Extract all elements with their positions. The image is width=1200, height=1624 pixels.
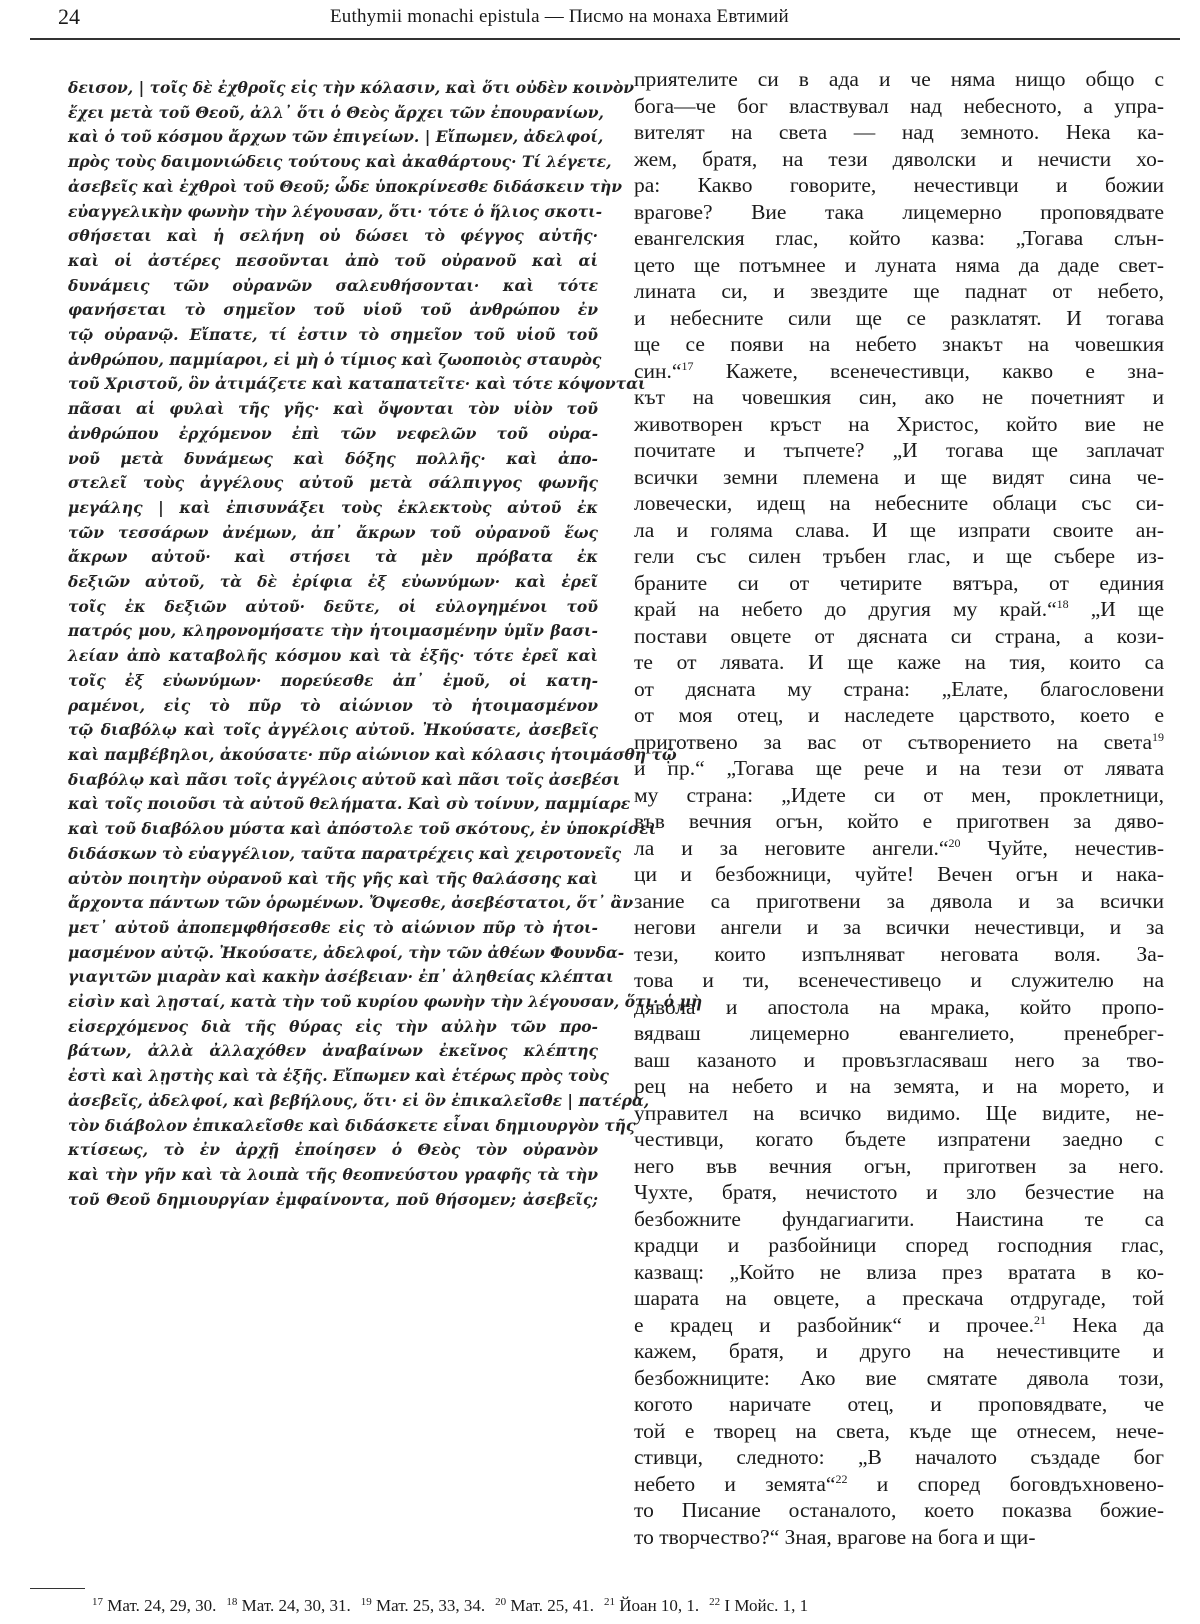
greek-line: γιαγιτῶν μιαρὰν καὶ κακὴν ἀσέβειαν· ἐπ᾽ ἀληθείας κλέπται bbox=[68, 967, 614, 987]
footnote-marker[interactable]: 19 bbox=[1152, 729, 1164, 744]
header-rule bbox=[30, 38, 1180, 40]
greek-line: τοῖς ἐκ δεξιῶν αὐτοῦ· δεῦτε, οἱ εὐλογημένοι τοῦ bbox=[68, 596, 598, 616]
bulgarian-line bbox=[634, 808, 1164, 835]
bulgarian-line bbox=[634, 967, 1164, 994]
greek-line: κτίσεως, τὸ ἐν ἀρχῇ ἐποίησεν ὁ Θεὸς τὸν οὐρανὸν bbox=[68, 1140, 598, 1160]
greek-line: πρὸς τοὺς δαιμονιώδεις τούτους καὶ ἀκαθάρτους· Τί λέγετε, bbox=[68, 152, 612, 172]
bulgarian-line bbox=[634, 1391, 1164, 1418]
bulgarian-line bbox=[634, 1259, 1164, 1286]
bulgarian-line bbox=[634, 835, 1164, 862]
line-text: е крадец и разбойник“ и прочее. bbox=[634, 1312, 1034, 1337]
line-text: ла и за неговите ангели.“ bbox=[634, 835, 949, 860]
running-title: Euthymii monachi epistula — Писмо на монаха Евтимий bbox=[330, 6, 789, 27]
greek-line: ἔχει μετὰ τοῦ Θεοῦ, ἀλλ᾽ ὅτι ὁ Θεὸς ἄρχει τῶν ἐπουρανίων, bbox=[68, 102, 604, 122]
footnote-reference: I Мойс. 1, 1 bbox=[724, 1596, 809, 1615]
line-text: честивци, когато бъдете изпратени заедно с bbox=[634, 1127, 1164, 1151]
line-text-rest: Чуйте, нечестив- bbox=[960, 835, 1164, 860]
line-text: кажем, братя, и друго на нечестивците и bbox=[634, 1339, 1164, 1363]
line-text: лината си, и звездите ще паднат от небето, bbox=[634, 279, 1164, 303]
greek-line: φανήσεται τὸ σημεῖον τοῦ υἱοῦ τοῦ ἀνθρώπου ἐν bbox=[68, 300, 598, 320]
bulgarian-line bbox=[634, 914, 1164, 941]
bulgarian-line bbox=[634, 1179, 1164, 1206]
greek-line: ἄρχοντα πάντων τῶν ὁρωμένων. Ὄψεσθε, ἀσεβέστατοι, ὅτ᾽ ἂν bbox=[68, 893, 634, 913]
bulgarian-line bbox=[634, 1497, 1164, 1524]
line-text: цето ще потъмнее и луната няма да даде свет- bbox=[634, 252, 1164, 277]
line-text-rest: Кажете, всенечестивци, какво е зна- bbox=[693, 358, 1164, 383]
bulgarian-line bbox=[634, 517, 1164, 544]
greek-line: μεγάλης | καὶ ἐπισυνάξει τοὺς ἐκλεκτοὺς αὐτοῦ ἐκ bbox=[68, 497, 598, 517]
footnote-number: 21 bbox=[604, 1596, 615, 1608]
line-text: вителят на света — над земното. Нека ка- bbox=[634, 120, 1164, 144]
footnote-reference: Мат. 25, 41. bbox=[510, 1596, 594, 1615]
bulgarian-line bbox=[634, 1312, 1164, 1339]
line-text-rest: Нека да bbox=[1045, 1312, 1164, 1337]
greek-line: εὐαγγελικὴν φωνὴν τὴν λέγουσαν, ὅτι· τότε ὁ ἥλιος σκοτι- bbox=[68, 201, 603, 221]
footnote-marker[interactable]: 17 bbox=[681, 358, 694, 373]
footnote-number: 18 bbox=[226, 1596, 238, 1608]
footnote-number: 20 bbox=[495, 1596, 507, 1608]
line-text: почитате и тъпчете? „И тогава ще заплачат bbox=[634, 438, 1164, 462]
footnote-rule bbox=[30, 1588, 85, 1589]
greek-line: ἄκρων αὐτοῦ· καὶ στήσει τὰ μὲν πρόβατα ἐκ bbox=[68, 547, 598, 567]
line-text: безбожниците: Ако вие смятате дявола този, bbox=[634, 1365, 1164, 1390]
line-text: всички земни племена и ще видят сина че- bbox=[634, 464, 1164, 489]
bulgarian-line bbox=[634, 570, 1164, 597]
bulgarian-line bbox=[634, 1100, 1164, 1127]
bulgarian-line bbox=[634, 1047, 1164, 1074]
line-text: то Писание останалото, което показва божие- bbox=[634, 1498, 1164, 1522]
greek-line: δεξιῶν αὐτοῦ, τὰ δὲ ἐρίφια ἐξ εὐωνύμων· καὶ ἐρεῖ bbox=[68, 572, 598, 592]
line-text: и небесните сили ще се разклатят. И тогава bbox=[634, 305, 1164, 330]
greek-line: τοῦ Χριστοῦ, ὃν ἀτιμάζετε καὶ καταπατεῖτε· καὶ τότε κόψονται bbox=[68, 374, 646, 394]
bulgarian-line bbox=[634, 1365, 1164, 1392]
bulgarian-line bbox=[634, 941, 1164, 968]
greek-line: στελεῖ τοὺς ἀγγέλους αὐτοῦ μετὰ σάλπιγγος φωνῆς bbox=[68, 473, 598, 493]
footnotes bbox=[92, 1596, 818, 1616]
line-text: от дясната му страна: „Елате, благословени bbox=[634, 676, 1164, 701]
line-text: от моя отец, и наследете царството, което е bbox=[634, 703, 1164, 727]
greek-line: ἀνθρώπου, παμμίαροι, εἰ μὴ ὁ τίμιος καὶ ζωοποιὸς σταυρὸς bbox=[68, 349, 602, 369]
greek-line: τῷ οὐρανῷ. Εἴπατε, τί ἐστιν τὸ σημεῖον τοῦ υἱοῦ τοῦ bbox=[68, 325, 598, 345]
line-text: ла и голяма слава. И ще изпрати своите ан- bbox=[634, 517, 1164, 542]
bulgarian-line bbox=[634, 199, 1164, 226]
bulgarian-line bbox=[634, 888, 1164, 915]
line-text: негови ангели и за всички нечестивци, и за bbox=[634, 915, 1164, 939]
line-text: във вечния огън, който е приготвен за дяво- bbox=[634, 809, 1164, 833]
bulgarian-line bbox=[634, 1232, 1164, 1259]
bulgarian-line bbox=[634, 225, 1164, 252]
greek-line: τῷ διαβόλῳ καὶ τοῖς ἀγγέλοις αὐτοῦ. Ἠκούσατε, ἀσεβεῖς bbox=[68, 720, 598, 740]
bulgarian-line bbox=[634, 93, 1164, 120]
greek-line: εἰσερχόμενος διὰ τῆς θύρας εἰς τὴν αὐλὴν τῶν προ- bbox=[68, 1016, 598, 1036]
bulgarian-line bbox=[634, 1418, 1164, 1445]
line-text: управител на всичко видимо. Ще видите, не- bbox=[634, 1100, 1164, 1125]
greek-line: καὶ παμβέβηλοι, ἀκούσατε· πῦρ αἰώνιον καὶ κόλασις ἡτοιμάσθη τῷ bbox=[68, 744, 677, 764]
line-text: и пр.“ „Тогава ще рече и на тези от лявата bbox=[634, 756, 1164, 780]
bulgarian-line bbox=[634, 649, 1164, 676]
greek-line: καὶ ὁ τοῦ κόσμου ἄρχων τῶν ἐπιγείων. | Εἴπωμεν, ἀδελφοί, bbox=[68, 127, 604, 147]
page-number: 24 bbox=[58, 4, 80, 29]
footnote bbox=[604, 1596, 699, 1615]
line-text: край на небето до другия му край.“ bbox=[634, 597, 1057, 621]
bulgarian-line bbox=[634, 490, 1164, 517]
line-text: му страна: „Идете си от мен, проклетници, bbox=[634, 782, 1164, 807]
greek-line: εἰσὶν καὶ λῃσταί, κατὰ τὴν τοῦ κυρίου φωνὴν τὴν λέγουσαν, ὅτι· ὁ μὴ bbox=[68, 992, 703, 1012]
line-text: жем, братя, на тези дяволски и нечисти хо- bbox=[634, 146, 1164, 171]
footnote bbox=[361, 1596, 485, 1615]
greek-line: τὸν διάβολον ἐπικαλεῖσθε καὶ διδάσκετε εἶναι δημιουργὸν τῆς bbox=[68, 1115, 636, 1135]
footnote-reference: Мат. 24, 30, 31. bbox=[241, 1596, 351, 1615]
greek-line: τοῖς ἐξ εὐωνύμων· πορεύεσθε ἀπ᾽ ἐμοῦ, οἱ κατη- bbox=[68, 670, 598, 690]
greek-line: δεισον, | τοῖς δὲ ἐχθροῖς εἰς τὴν κόλασιν, καὶ ὅτι οὐδὲν κοινὸν bbox=[68, 78, 635, 97]
bulgarian-line bbox=[634, 1073, 1164, 1100]
bulgarian-line bbox=[634, 596, 1164, 623]
line-text: те от лявата. И ще каже на тия, които са bbox=[634, 650, 1164, 674]
greek-line: διδάσκων τὸ εὐαγγέλιον, ταῦτα παρατρέχεις καὶ χειροτονεῖς bbox=[68, 843, 622, 863]
greek-line: καὶ τοῦ διαβόλου μύστα καὶ ἀπόστολε τοῦ σκότους, ἐν ὑποκρίσει bbox=[68, 819, 657, 839]
footnote bbox=[709, 1596, 808, 1615]
line-text: ваш казаното и провъзгласяваш него за тво- bbox=[634, 1047, 1164, 1072]
line-text: врагове? Вие така лицемерно проповядвате bbox=[634, 199, 1164, 224]
footnote bbox=[92, 1596, 216, 1615]
line-text: браните си от четирите вятъра, от единия bbox=[634, 570, 1164, 595]
bulgarian-line bbox=[634, 146, 1164, 173]
line-text: ловечески, идещ на небесните облаци със си- bbox=[634, 491, 1164, 515]
greek-line: νοῦ μετὰ δυνάμεως καὶ δόξης πολλῆς· καὶ ἀπο- bbox=[68, 448, 598, 468]
line-text: дявола и апостола на мрака, който пропо- bbox=[634, 994, 1164, 1019]
greek-line: μετ᾽ αὐτοῦ ἀποπεμφθήσεσθε εἰς τὸ αἰώνιον πῦρ τὸ ἡτοι- bbox=[68, 917, 598, 937]
greek-line: ραμένοι, εἰς τὸ πῦρ τὸ αἰώνιον τὸ ἡτοιμασμένον bbox=[68, 695, 598, 715]
greek-line: πατρός μου, κληρονομήσατε τὴν ἡτοιμασμένην ὑμῖν βασι- bbox=[68, 621, 598, 641]
bulgarian-line bbox=[634, 782, 1164, 809]
footnote-marker[interactable]: 22 bbox=[835, 1471, 848, 1486]
bulgarian-line bbox=[634, 278, 1164, 305]
footnote-number: 17 bbox=[92, 1596, 103, 1608]
greek-line: διαβόλῳ καὶ πᾶσι τοῖς ἀγγέλοις αὐτοῦ καὶ πᾶσι τοῖς ἀσεβέσι bbox=[68, 769, 621, 789]
footnote-marker[interactable]: 20 bbox=[948, 835, 961, 850]
bulgarian-line bbox=[634, 861, 1164, 888]
bulgarian-line bbox=[634, 1206, 1164, 1233]
line-text: шарата на овцете, а прескача отдругаде, той bbox=[634, 1286, 1164, 1310]
line-text-rest: „И ще bbox=[1068, 597, 1165, 621]
line-text: него във вечния огън, приготвен за него. bbox=[634, 1153, 1164, 1178]
line-text: когото наричате отец, и проповядвате, че bbox=[634, 1392, 1164, 1416]
line-text: кът на човешкия син, ако не почетният и bbox=[634, 385, 1164, 409]
greek-line: καὶ τὴν γῆν καὶ τὰ λοιπὰ τῆς θεοπνεύστου γραφῆς τὰ τὴν bbox=[68, 1164, 598, 1184]
line-text: тези, които изпълняват неговата воля. За- bbox=[634, 941, 1164, 966]
bulgarian-line bbox=[634, 411, 1164, 438]
line-text: ра: Какво говорите, нечестивци и божии bbox=[634, 173, 1164, 197]
greek-line: βάτων, ἀλλὰ ἀλλαχόθεν ἀναβαίνων ἐκεῖνος κλέπτης bbox=[68, 1041, 598, 1061]
bulgarian-line bbox=[634, 358, 1164, 385]
bulgarian-line bbox=[634, 384, 1164, 411]
line-text: той е творец на света, къде ще отнесем, нече- bbox=[634, 1418, 1164, 1443]
footnote-reference: Йоан 10, 1. bbox=[619, 1596, 700, 1615]
line-text: крадци и разбойници според господния глас, bbox=[634, 1233, 1164, 1257]
bulgarian-line bbox=[634, 543, 1164, 570]
line-text: гели със силен тръбен глас, и ще събере из- bbox=[634, 544, 1164, 568]
footnote bbox=[495, 1596, 594, 1615]
bulgarian-line bbox=[634, 172, 1164, 199]
greek-line: ἀσεβεῖς, ἀδελφοί, καὶ βεβήλους, ὅτι· εἰ ὃν ἐπικαλεῖσθε | πατέρα, bbox=[68, 1090, 650, 1110]
footnote-reference: Мат. 24, 29, 30. bbox=[107, 1596, 217, 1615]
greek-line: ἐστὶ καὶ λῃστὴς καὶ τὰ ἑξῆς. Εἴπωμεν καὶ ἑτέρως πρὸς τοὺς bbox=[68, 1066, 609, 1086]
bulgarian-line bbox=[634, 1444, 1164, 1471]
bulgarian-line bbox=[634, 1153, 1164, 1180]
bulgarian-line bbox=[634, 1126, 1164, 1153]
footnote-number: 19 bbox=[360, 1596, 372, 1608]
bulgarian-line bbox=[634, 702, 1164, 729]
footnote-marker[interactable]: 21 bbox=[1033, 1312, 1046, 1327]
line-text: бога—че бог властвувал над небесното, а упра- bbox=[634, 93, 1164, 118]
bulgarian-text-column bbox=[634, 66, 1164, 1550]
line-text: ци и безбожници, чуйте! Вечен огън и нака- bbox=[634, 862, 1164, 886]
greek-line: καὶ οἱ ἀστέρες πεσοῦνται ἀπὸ τοῦ οὐρανοῦ καὶ αἱ bbox=[68, 250, 598, 270]
bulgarian-line bbox=[634, 1285, 1164, 1312]
bulgarian-line bbox=[634, 729, 1164, 756]
line-text: рец на небето и на земята, и на морето, и bbox=[634, 1074, 1164, 1098]
line-text: приятелите си в ада и че няма нищо общо с bbox=[634, 67, 1164, 91]
footnote-number: 22 bbox=[709, 1596, 721, 1608]
greek-line: ἀνθρώπου ἐρχόμενον ἐπὶ τῶν νεφελῶν τοῦ οὐρα- bbox=[68, 423, 598, 443]
footnote bbox=[226, 1596, 350, 1615]
bulgarian-line bbox=[634, 66, 1164, 93]
bulgarian-line bbox=[634, 305, 1164, 332]
bulgarian-line bbox=[634, 755, 1164, 782]
line-text-rest: и според боговдъхновено- bbox=[847, 1471, 1165, 1496]
line-text: постави овцете от дясната си страна, а кози- bbox=[634, 623, 1164, 648]
bulgarian-line bbox=[634, 1338, 1164, 1365]
bulgarian-line bbox=[634, 252, 1164, 279]
bulgarian-line bbox=[634, 1524, 1164, 1551]
bulgarian-line bbox=[634, 331, 1164, 358]
bulgarian-line bbox=[634, 994, 1164, 1021]
bulgarian-line bbox=[634, 623, 1164, 650]
greek-line: τοῦ Θεοῦ δημιουργίαν ἐμφαίνοντα, ποῦ θήσομεν; ἀσεβεῖς; bbox=[68, 1189, 598, 1209]
line-text: това и ти, всенечестивецо и служителю на bbox=[634, 968, 1164, 992]
line-text: Чухте, братя, нечистото и зло безчестие на bbox=[634, 1180, 1164, 1204]
greek-line: αὐτὸν ποιητὴν οὐρανοῦ καὶ τῆς γῆς καὶ τῆς θαλάσσης καὶ bbox=[68, 868, 598, 888]
greek-line: σθήσεται καὶ ἡ σελήνη οὐ δώσει τὸ φέγγος αὐτῆς· bbox=[68, 226, 598, 246]
line-text: приготвено за вас от сътворението на света bbox=[634, 729, 1152, 754]
bulgarian-line bbox=[634, 1471, 1164, 1498]
line-text: стивци, следното: „В началото създаде бог bbox=[634, 1445, 1164, 1469]
greek-line: πᾶσαι αἱ φυλαὶ τῆς γῆς· καὶ ὄψονται τὸν υἱὸν τοῦ bbox=[68, 399, 598, 419]
footnote-reference: Мат. 25, 33, 34. bbox=[376, 1596, 486, 1615]
bulgarian-line bbox=[634, 464, 1164, 491]
greek-line: δυνάμεις τῶν οὐρανῶν σαλευθήσονται· καὶ τότε bbox=[68, 275, 598, 295]
line-text: ще се появи на небето знакът на човешкия bbox=[634, 332, 1164, 356]
greek-line: καὶ τοῖς ποιοῦσι τὰ αὐτοῦ θελήματα. Καὶ σὺ τοίνυν, παμμίαρε bbox=[68, 794, 631, 814]
bulgarian-line bbox=[634, 119, 1164, 146]
greek-line: λείαν ἀπὸ καταβολῆς κόσμου καὶ τὰ ἑξῆς· τότε ἐρεῖ καὶ bbox=[68, 646, 598, 666]
greek-line: ἀσεβεῖς καὶ ἐχθροὶ τοῦ Θεοῦ; ὧδε ὑποκρίνεσθε διδάσκειν τὴν bbox=[68, 176, 623, 196]
footnote-marker[interactable]: 18 bbox=[1056, 597, 1069, 611]
line-text: то творчество?“ Зная, врагове на бога и щи- bbox=[634, 1524, 1036, 1549]
bulgarian-line bbox=[634, 676, 1164, 703]
bulgarian-line bbox=[634, 1020, 1164, 1047]
line-text: син.“ bbox=[634, 358, 682, 383]
bulgarian-line bbox=[634, 437, 1164, 464]
line-text: казващ: „Който не влиза през вратата в ко- bbox=[634, 1259, 1164, 1284]
line-text: безбожните фундагиагити. Наистина те са bbox=[634, 1206, 1164, 1231]
line-text: животворен кръст на Христос, който вие не bbox=[634, 411, 1164, 436]
line-text: евангелския глас, който казва: „Тогава слън- bbox=[634, 226, 1164, 250]
line-text: небето и земята“ bbox=[634, 1471, 836, 1496]
line-text: зание са приготвени за дявола и за всички bbox=[634, 888, 1164, 913]
greek-line: μασμένον αὐτῷ. Ἠκούσατε, ἀδελφοί, τὴν τῶν ἀθέων Φουνδα- bbox=[68, 942, 625, 962]
line-text: вядваш лицемерно евангелието, пренебрег- bbox=[634, 1021, 1164, 1045]
greek-line: τῶν τεσσάρων ἀνέμων, ἀπ᾽ ἄκρων τοῦ οὐρανοῦ ἕως bbox=[68, 522, 598, 542]
